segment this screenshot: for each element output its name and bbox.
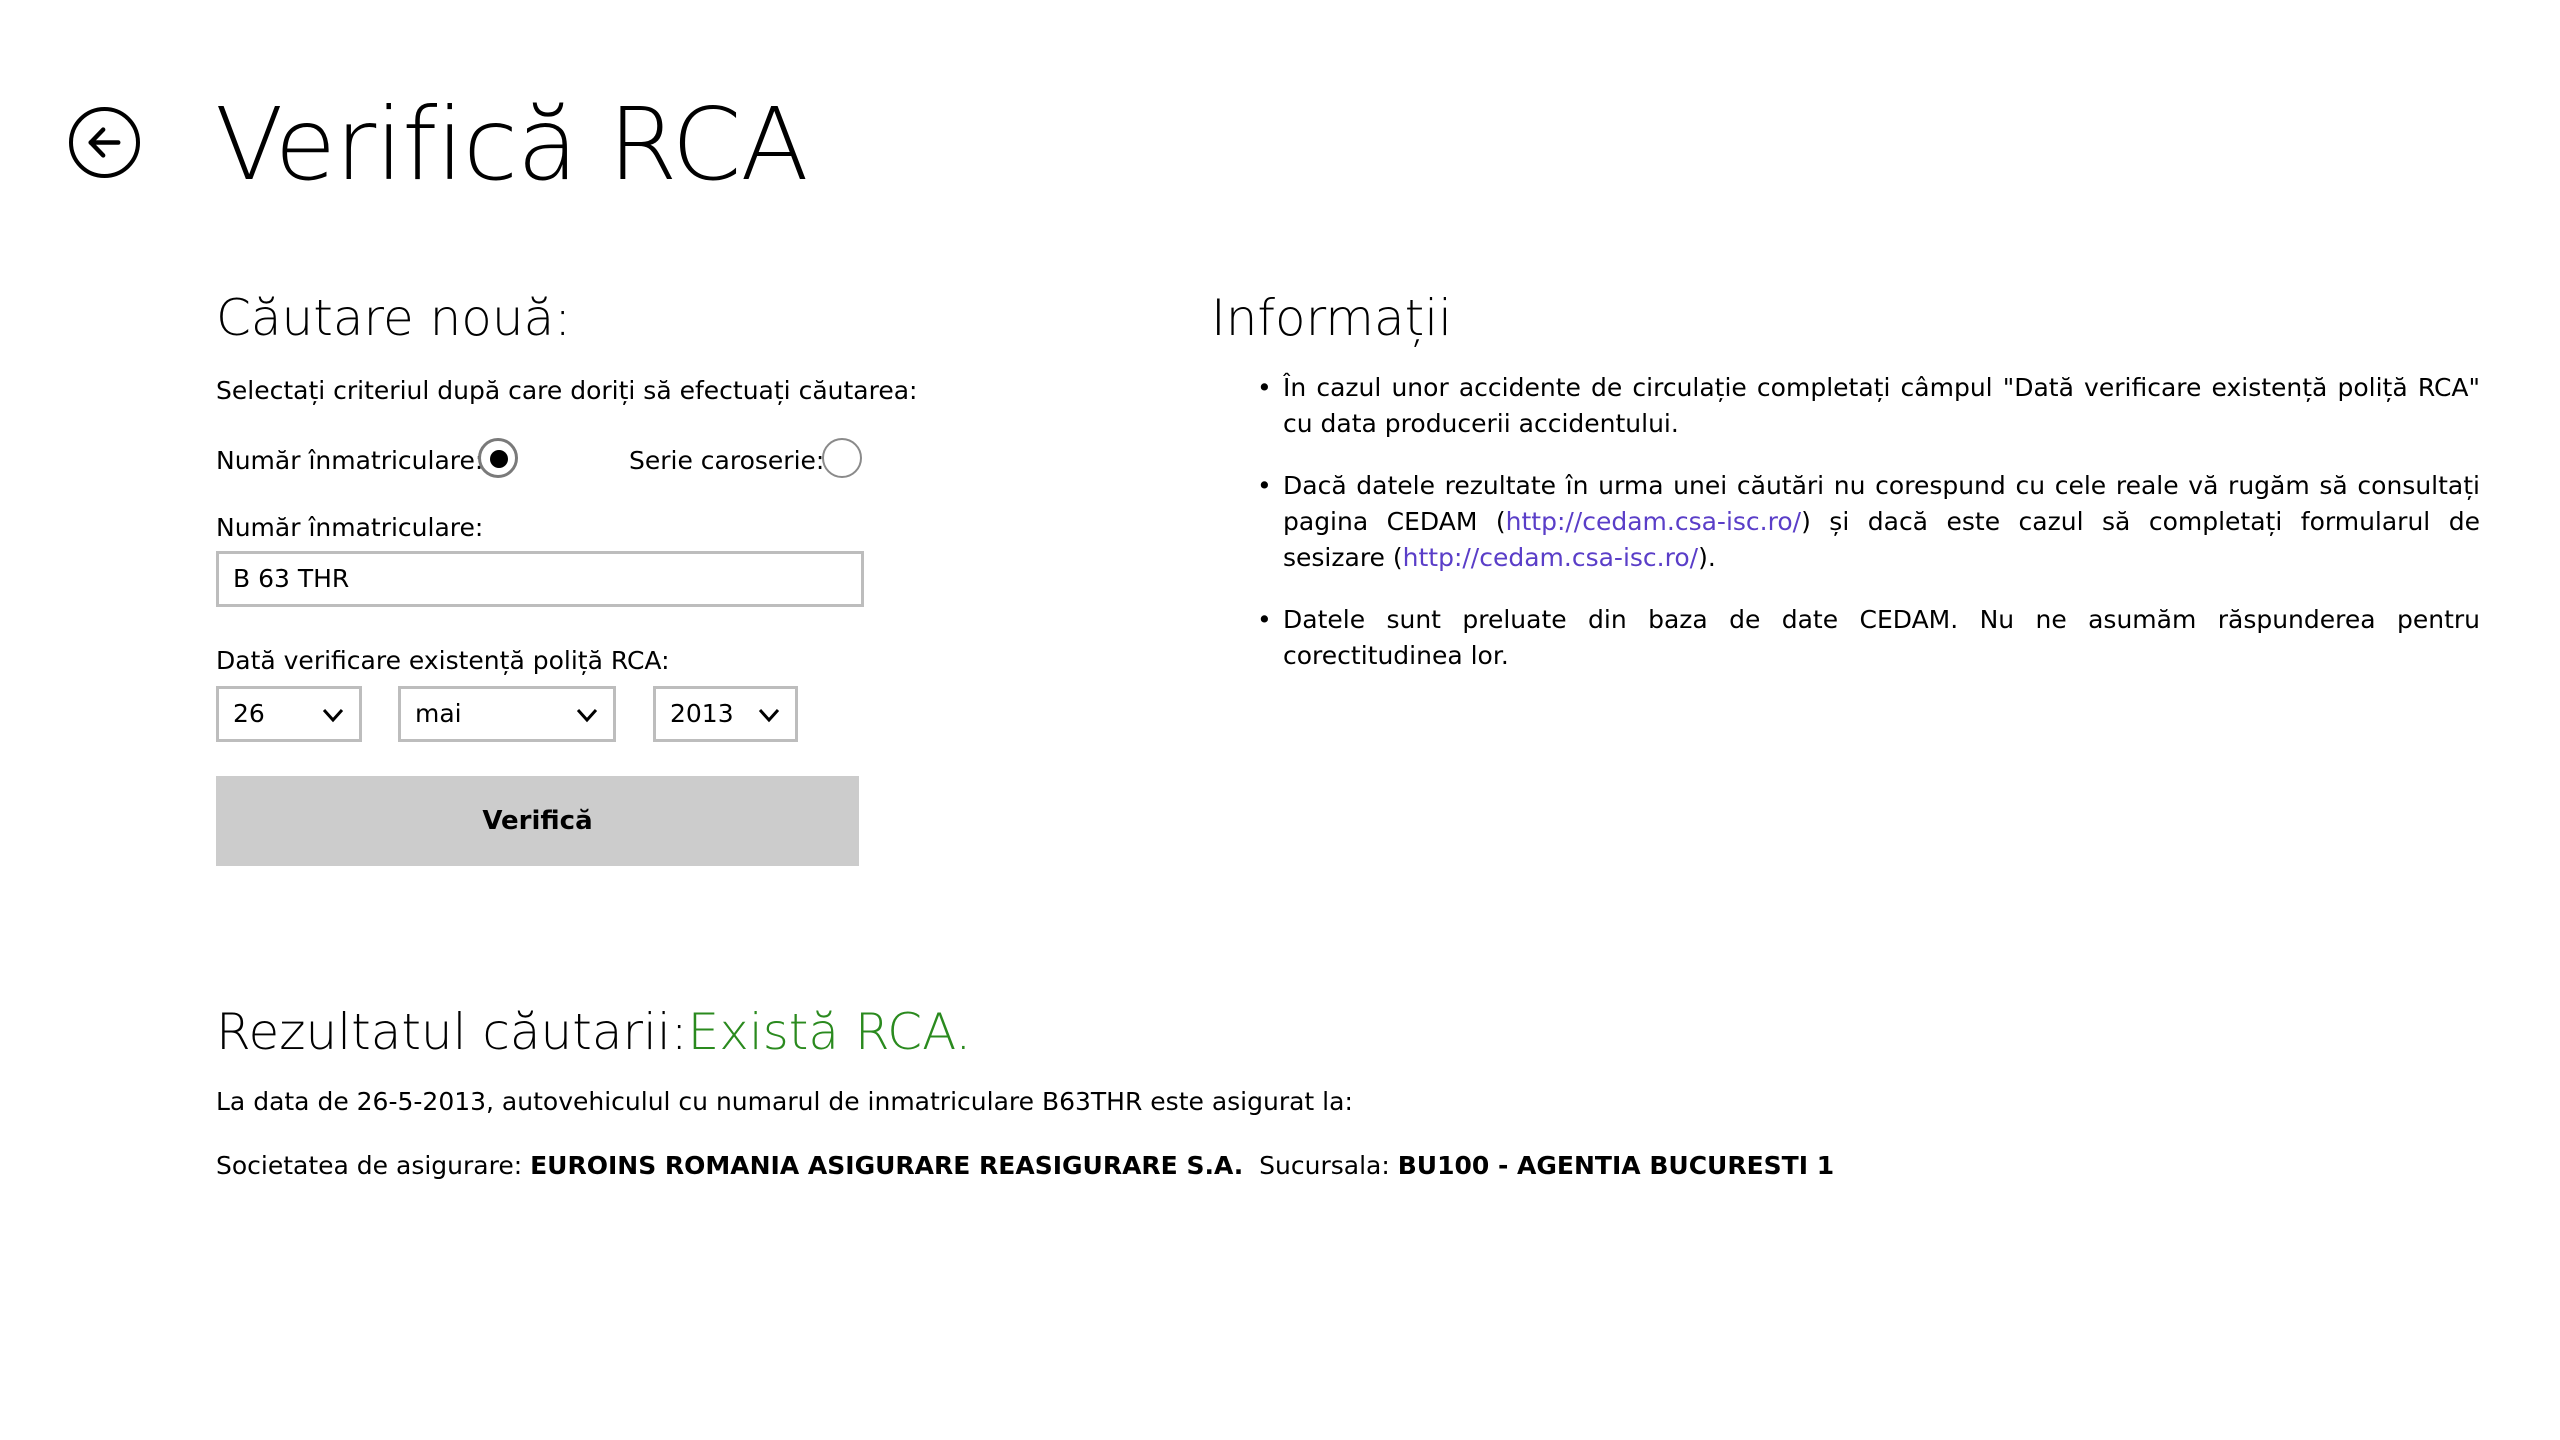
bullet: • — [1257, 373, 1272, 402]
branch-value: BU100 - AGENTIA BUCURESTI 1 — [1397, 1151, 1835, 1180]
radio-chassis-label: Serie caroserie: — [629, 446, 825, 475]
info-item-text: În cazul unor accidente de circulație completați câmpul "Dată verificare existență poliță RCA" cu data producerii accidentului. — [1283, 373, 2480, 438]
verify-button[interactable]: Verifică — [216, 776, 859, 866]
year-select-value: 2013 — [670, 699, 734, 728]
month-select[interactable] — [398, 686, 616, 742]
info-item — [1230, 370, 2480, 442]
info-item — [1230, 468, 2480, 576]
result-heading-label: Rezultatul căutarii: — [216, 1003, 688, 1061]
branch-label: Sucursala: — [1259, 1151, 1398, 1180]
insurer-value: EUROINS ROMANIA ASIGURARE REASIGURARE S.A. — [530, 1151, 1244, 1180]
bullet: • — [1257, 471, 1272, 500]
chevron-down-icon — [575, 703, 599, 727]
back-arrow-icon — [73, 111, 136, 174]
cedam-form-link[interactable]: http://cedam.csa-isc.ro/ — [1402, 543, 1699, 572]
result-details — [216, 1148, 1834, 1184]
search-heading: Căutare nouă: — [216, 289, 572, 347]
page-title: Verifică RCA — [215, 86, 808, 203]
radio-plate-label: Număr înmatriculare: — [216, 446, 484, 475]
chevron-down-icon — [321, 703, 345, 727]
chevron-down-icon — [757, 703, 781, 727]
radio-plate-number[interactable] — [478, 438, 518, 478]
day-select[interactable] — [216, 686, 362, 742]
info-heading: Informații — [1211, 289, 1453, 347]
radio-chassis-series[interactable] — [822, 438, 862, 478]
back-button[interactable] — [69, 107, 140, 178]
result-heading — [216, 1002, 971, 1062]
info-item — [1230, 602, 2480, 674]
search-instruction: Selectați criteriul după care doriți să efectuați căutarea: — [216, 376, 918, 405]
info-item-text: ). — [1698, 543, 1716, 572]
result-status: Există RCA. — [687, 1003, 972, 1061]
month-select-value: mai — [415, 699, 462, 728]
info-list — [1230, 370, 2480, 700]
plate-field-label: Număr înmatriculare: — [216, 513, 484, 542]
info-item-text: ) și dacă este cazul să completați formularul de sesizare ( — [1283, 507, 2480, 572]
day-select-value: 26 — [233, 699, 265, 728]
result-summary: La data de 26-5-2013, autovehiculul cu numarul de inmatriculare B63THR este asigurat la: — [216, 1087, 1353, 1116]
radio-selected-dot — [490, 450, 508, 468]
plate-number-input[interactable]: B 63 THR — [216, 551, 864, 607]
date-label: Dată verificare existență poliță RCA: — [216, 646, 670, 675]
year-select[interactable] — [653, 686, 798, 742]
info-item-text: Dacă datele rezultate în urma unei căutări nu corespund cu cele reale vă rugăm să consultați pagina CEDAM ( — [1283, 471, 2480, 536]
bullet: • — [1257, 605, 1272, 634]
insurer-label: Societatea de asigurare: — [216, 1151, 531, 1180]
cedam-link[interactable]: http://cedam.csa-isc.ro/ — [1505, 507, 1802, 536]
info-item-text: Datele sunt preluate din baza de date CEDAM. Nu ne asumăm răspunderea pentru corectitudinea lor. — [1283, 605, 2480, 670]
